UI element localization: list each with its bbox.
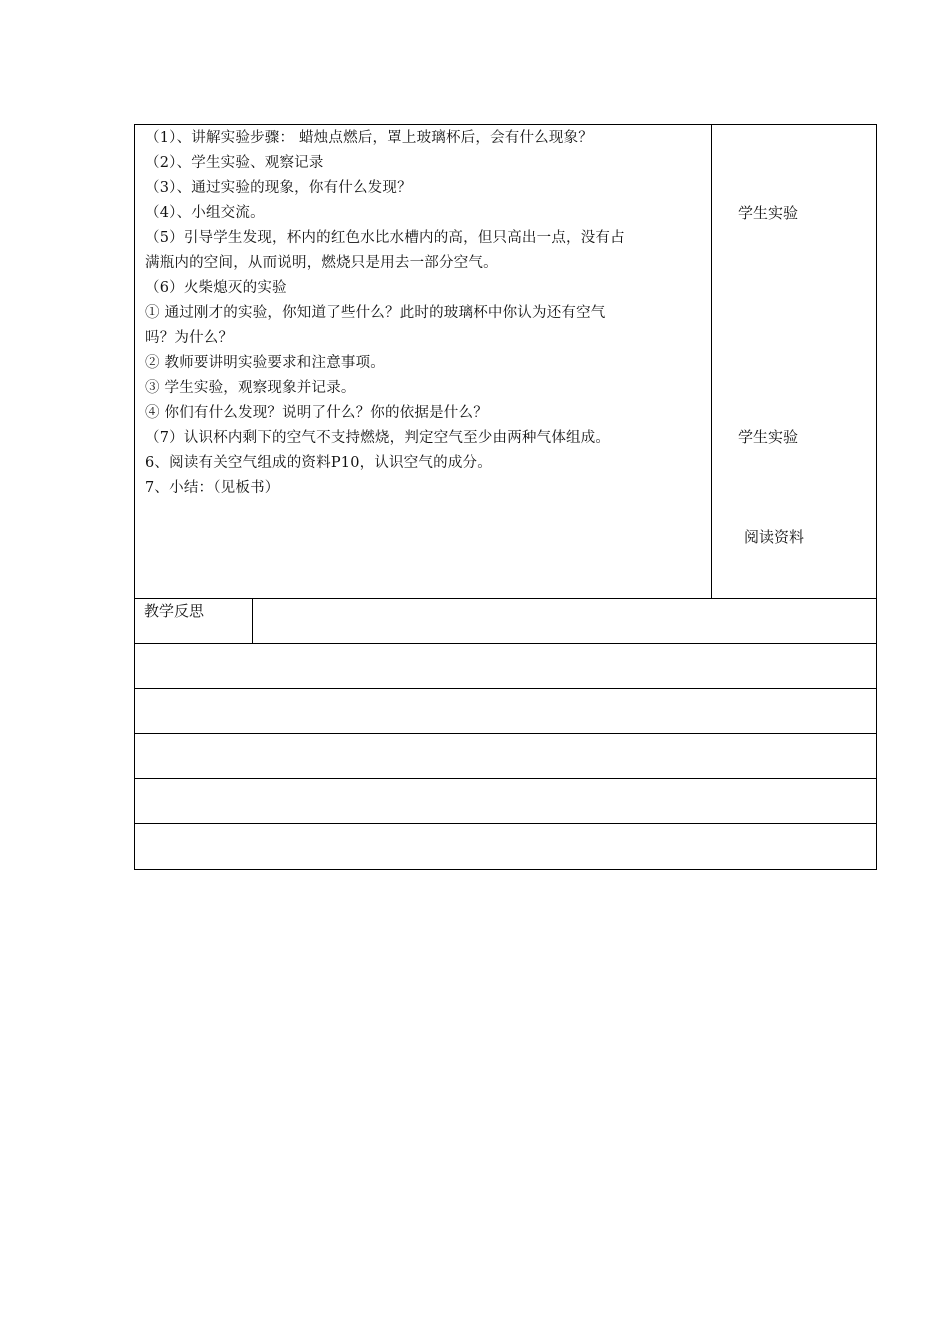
lesson-step: 满瓶内的空间，从而说明，燃烧只是用去一部分空气。 (145, 255, 498, 271)
row-divider (134, 823, 877, 824)
side-note-student-experiment: 学生实验 (738, 428, 799, 446)
column-divider (711, 124, 712, 599)
lesson-step: ③ 学生实验，观察现象并记录。 (145, 380, 356, 396)
row-divider (134, 688, 877, 689)
lesson-step: （7）认识杯内剩下的空气不支持燃烧，判定空气至少由两种气体组成。 (145, 430, 611, 446)
lesson-step: （6）火柴熄灭的实验 (145, 280, 287, 296)
lesson-step: 7、小结：（见板书） (145, 480, 280, 496)
lesson-step: ④ 你们有什么发现？说明了什么？你的依据是什么？ (145, 405, 488, 421)
side-note-student-experiment: 学生实验 (738, 204, 799, 222)
row-divider (134, 778, 877, 779)
side-note-reading-material: 阅读资料 (744, 528, 805, 546)
row-divider (134, 733, 877, 734)
lesson-step: ① 通过刚才的实验，你知道了些什么？此时的玻璃杯中你认为还有空气 (145, 305, 606, 321)
lesson-step: 6、阅读有关空气组成的资料P10，认识空气的成分。 (145, 455, 492, 471)
lesson-step: （4）、小组交流。 (145, 205, 265, 221)
lesson-step: （2）、学生实验、观察记录 (145, 155, 324, 171)
teaching-reflection-label: 教学反思 (144, 602, 205, 620)
lesson-step: （1）、讲解实验步骤： 蜡烛点燃后，罩上玻璃杯后，会有什么现象？ (145, 130, 593, 146)
reflection-label-divider (252, 598, 253, 643)
row-divider (134, 643, 877, 644)
lesson-step: （5）引导学生发现，杯内的红色水比水槽内的高，但只高出一点，没有占 (145, 230, 625, 246)
lesson-step: 吗？为什么？ (145, 330, 234, 346)
lesson-step: （3）、通过实验的现象，你有什么发现？ (145, 180, 412, 196)
lesson-step: ② 教师要讲明实验要求和注意事项。 (145, 355, 386, 371)
row-divider (134, 598, 877, 599)
